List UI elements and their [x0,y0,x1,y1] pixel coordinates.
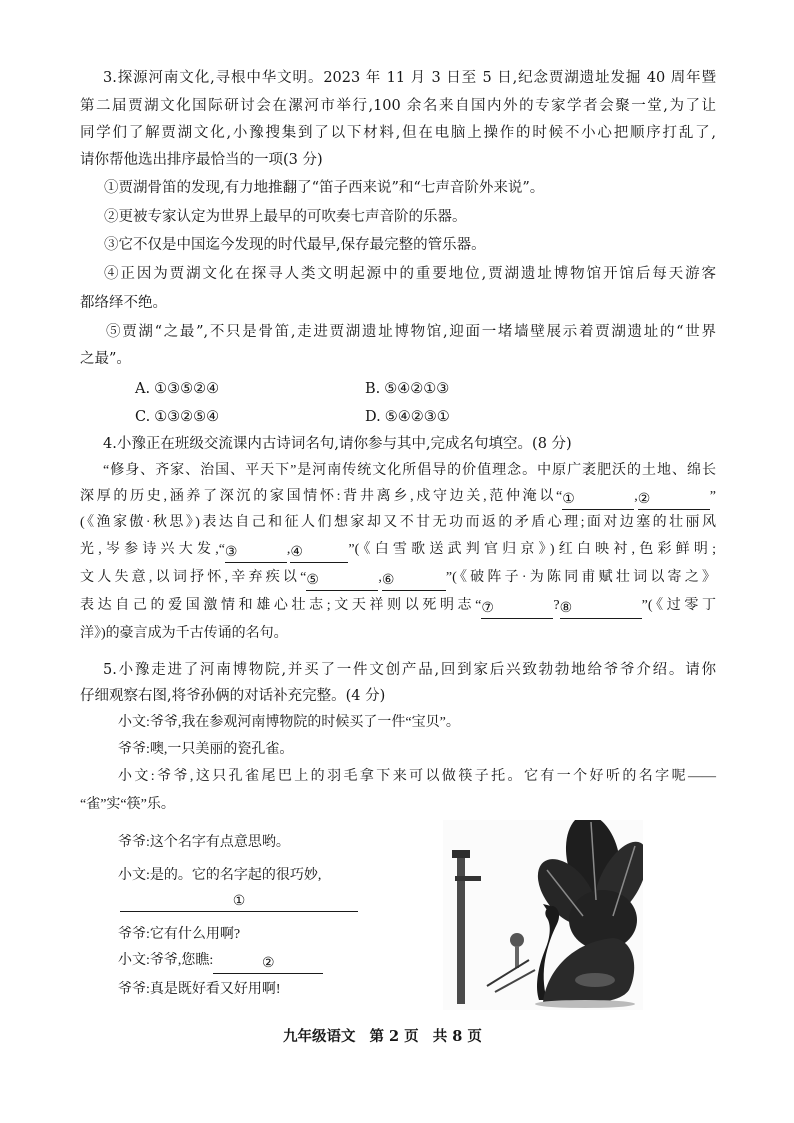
q4-paragraph-line: “修身、齐家、治国、平天下”是河南传统文化所倡导的价值理念。中原广袤肥沃的土地、绵长 [103,463,716,478]
option-value: ⑤④②③① [384,409,450,425]
fill-blank-5 [306,572,378,591]
line-text: ” [709,489,716,504]
line-text: 文人失意,以词抒怀,辛弃疾以“ [80,570,307,585]
answer-blank-1 [120,893,358,912]
option-c [135,407,219,427]
dialogue-line-cont: “雀”实“筷”乐。 [80,797,175,812]
base-shadow [535,1000,635,1008]
line-text: 深厚的历史,涵养了深沉的家国情怀:背井离乡,戍守边关,范仲淹以“ [80,489,563,504]
dialogue-line: 爷爷:噢,一只美丽的瓷孔雀。 [118,742,294,757]
option-value: ①③②⑤④ [154,409,220,425]
line-text: ”(《白雪歌送武判官归京》)红白映衬,色彩鲜明; [348,542,716,557]
q3-statement-3: ③它不仅是中国迄今发现的时代最早,保存最完整的管乐器。 [104,237,486,253]
line-text: ”(《破阵子·为陈同甫赋壮词以寄之》 [445,570,716,585]
footer-total-pages: 共 8 页 [432,1028,482,1045]
q4-stem: 4.小豫正在班级交流课内古诗词名句,请你参与其中,完成名句填空。(8 分) [103,436,572,452]
q3-statement-4: ④正因为贾湖文化在探寻人类文明起源中的重要地位,贾湖遗址博物馆开馆后每天游客 [104,266,716,282]
fill-blank-8 [560,600,642,619]
dialogue-line: 爷爷:这个名字有点意思哟。 [118,835,290,850]
blank-number: ③ [224,545,238,560]
option-d [365,407,450,427]
q3-statement-5-cont: 之最”。 [80,351,131,367]
q4-paragraph-line [80,596,716,616]
option-b [365,379,449,399]
fill-blank-2 [638,491,710,510]
dialogue-line: 小文:是的。它的名字起的很巧妙, [118,868,322,883]
fill-blank-1 [562,491,634,510]
separator: , [634,489,638,504]
option-value: ⑤④②①③ [384,381,450,397]
stand-cap [452,850,470,858]
line-text: 表达自己的爱国激情和雄心壮志;文天祥则以死明志“ [80,598,482,613]
q3-stem-line: 3.探源河南文化,寻根中华文明。2023 年 11 月 3 日至 5 日,纪念贾湖遗址发掘 40 周年暨 [103,70,716,86]
blank-number: ⑤ [306,573,319,588]
fill-blank-6 [382,572,446,591]
blank-number: ① [232,894,246,909]
line-text: ”(《过零丁 [641,598,716,613]
body-highlight [575,973,615,987]
blank-number: ④ [290,545,303,560]
separator: , [286,542,291,557]
q3-statement-2: ②更被专家认定为世界上最早的可吹奏七声音阶的乐器。 [104,209,467,225]
fill-blank-3 [225,544,287,563]
option-label: A. [135,381,151,397]
blank-number: ② [262,956,275,971]
ornament-stem [515,946,519,968]
dialogue-line: 爷爷:它有什么用啊? [118,927,241,942]
q4-paragraph-line [80,487,716,507]
small-ornament [510,933,524,947]
footer-subject: 九年级语文 [283,1028,356,1045]
option-value: ①③⑤②④ [154,381,220,397]
q3-stem-line: 同学们了解贾湖文化,小豫搜集到了以下材料,但在电脑上操作的时候不小心把顺序打乱了, [80,125,716,141]
blank-number: ⑧ [559,601,573,616]
q5-stem-line: 5.小豫走进了河南博物院,并买了一件文创产品,回到家后兴致勃勃地给爷爷介绍。请你 [103,662,716,678]
dialogue-line: 小文:爷爷,我在参观河南博物院的时候买了一件“宝贝”。 [118,715,460,730]
fill-blank-4 [290,544,348,563]
dialogue-line: 爷爷:真是既好看又好用啊! [118,982,281,997]
option-label: B. [365,381,381,397]
answer-blank-2 [213,955,323,974]
blank-number: ① [562,492,575,507]
q3-statement-4-cont: 都络绎不绝。 [80,295,167,311]
line-text: 光,岑参诗兴大发,“ [80,542,225,557]
dialogue-line [118,951,323,971]
stand-arm [455,876,481,881]
dialogue-line: 小文:爷爷,这只孔雀尾巴上的羽毛拿下来可以做筷子托。它有一个好听的名字呢—— [118,769,716,784]
option-label: C. [135,409,151,425]
blank-number: ⑦ [481,601,494,616]
line-text: 小文:爷爷,您瞧: [118,953,214,968]
footer-page-number: 第 2 页 [369,1028,419,1045]
peacock-figure-image [443,820,643,1010]
separator: ? [553,598,560,613]
page-footer [283,1027,482,1047]
option-a [135,379,219,399]
q3-statement-5: ⑤贾湖“之最”,不只是骨笛,走进贾湖遗址博物馆,迎面一堵墙壁展示着贾湖遗址的“世界 [106,324,716,340]
blank-number: ⑥ [381,573,395,588]
q3-statement-1: ①贾湖骨笛的发现,有力地推翻了“笛子西来说”和“七声音阶外来说”。 [104,180,545,196]
q4-paragraph-line: (《渔家傲·秋思》)表达自己和征人们想家却又不甘无功而返的矛盾心理;面对边塞的壮丽风 [80,515,716,530]
fill-blank-7 [481,600,553,619]
blank-number: ② [637,492,651,507]
q4-paragraph-line [80,568,716,588]
q3-stem-line: 请你帮他选出排序最恰当的一项(3 分) [80,152,323,168]
q4-paragraph-line [80,540,716,560]
option-label: D. [365,409,381,425]
separator: , [378,570,382,585]
q4-paragraph-line: 洋》)的豪言成为千古传诵的名句。 [80,626,288,641]
q5-stem-line: 仔细观察右图,将爷孙俩的对话补充完整。(4 分) [80,688,386,704]
q3-stem-line: 第二届贾湖文化国际研讨会在漯河市举行,100 余名来自国内外的专家学者会聚一堂,为了让 [80,98,716,114]
